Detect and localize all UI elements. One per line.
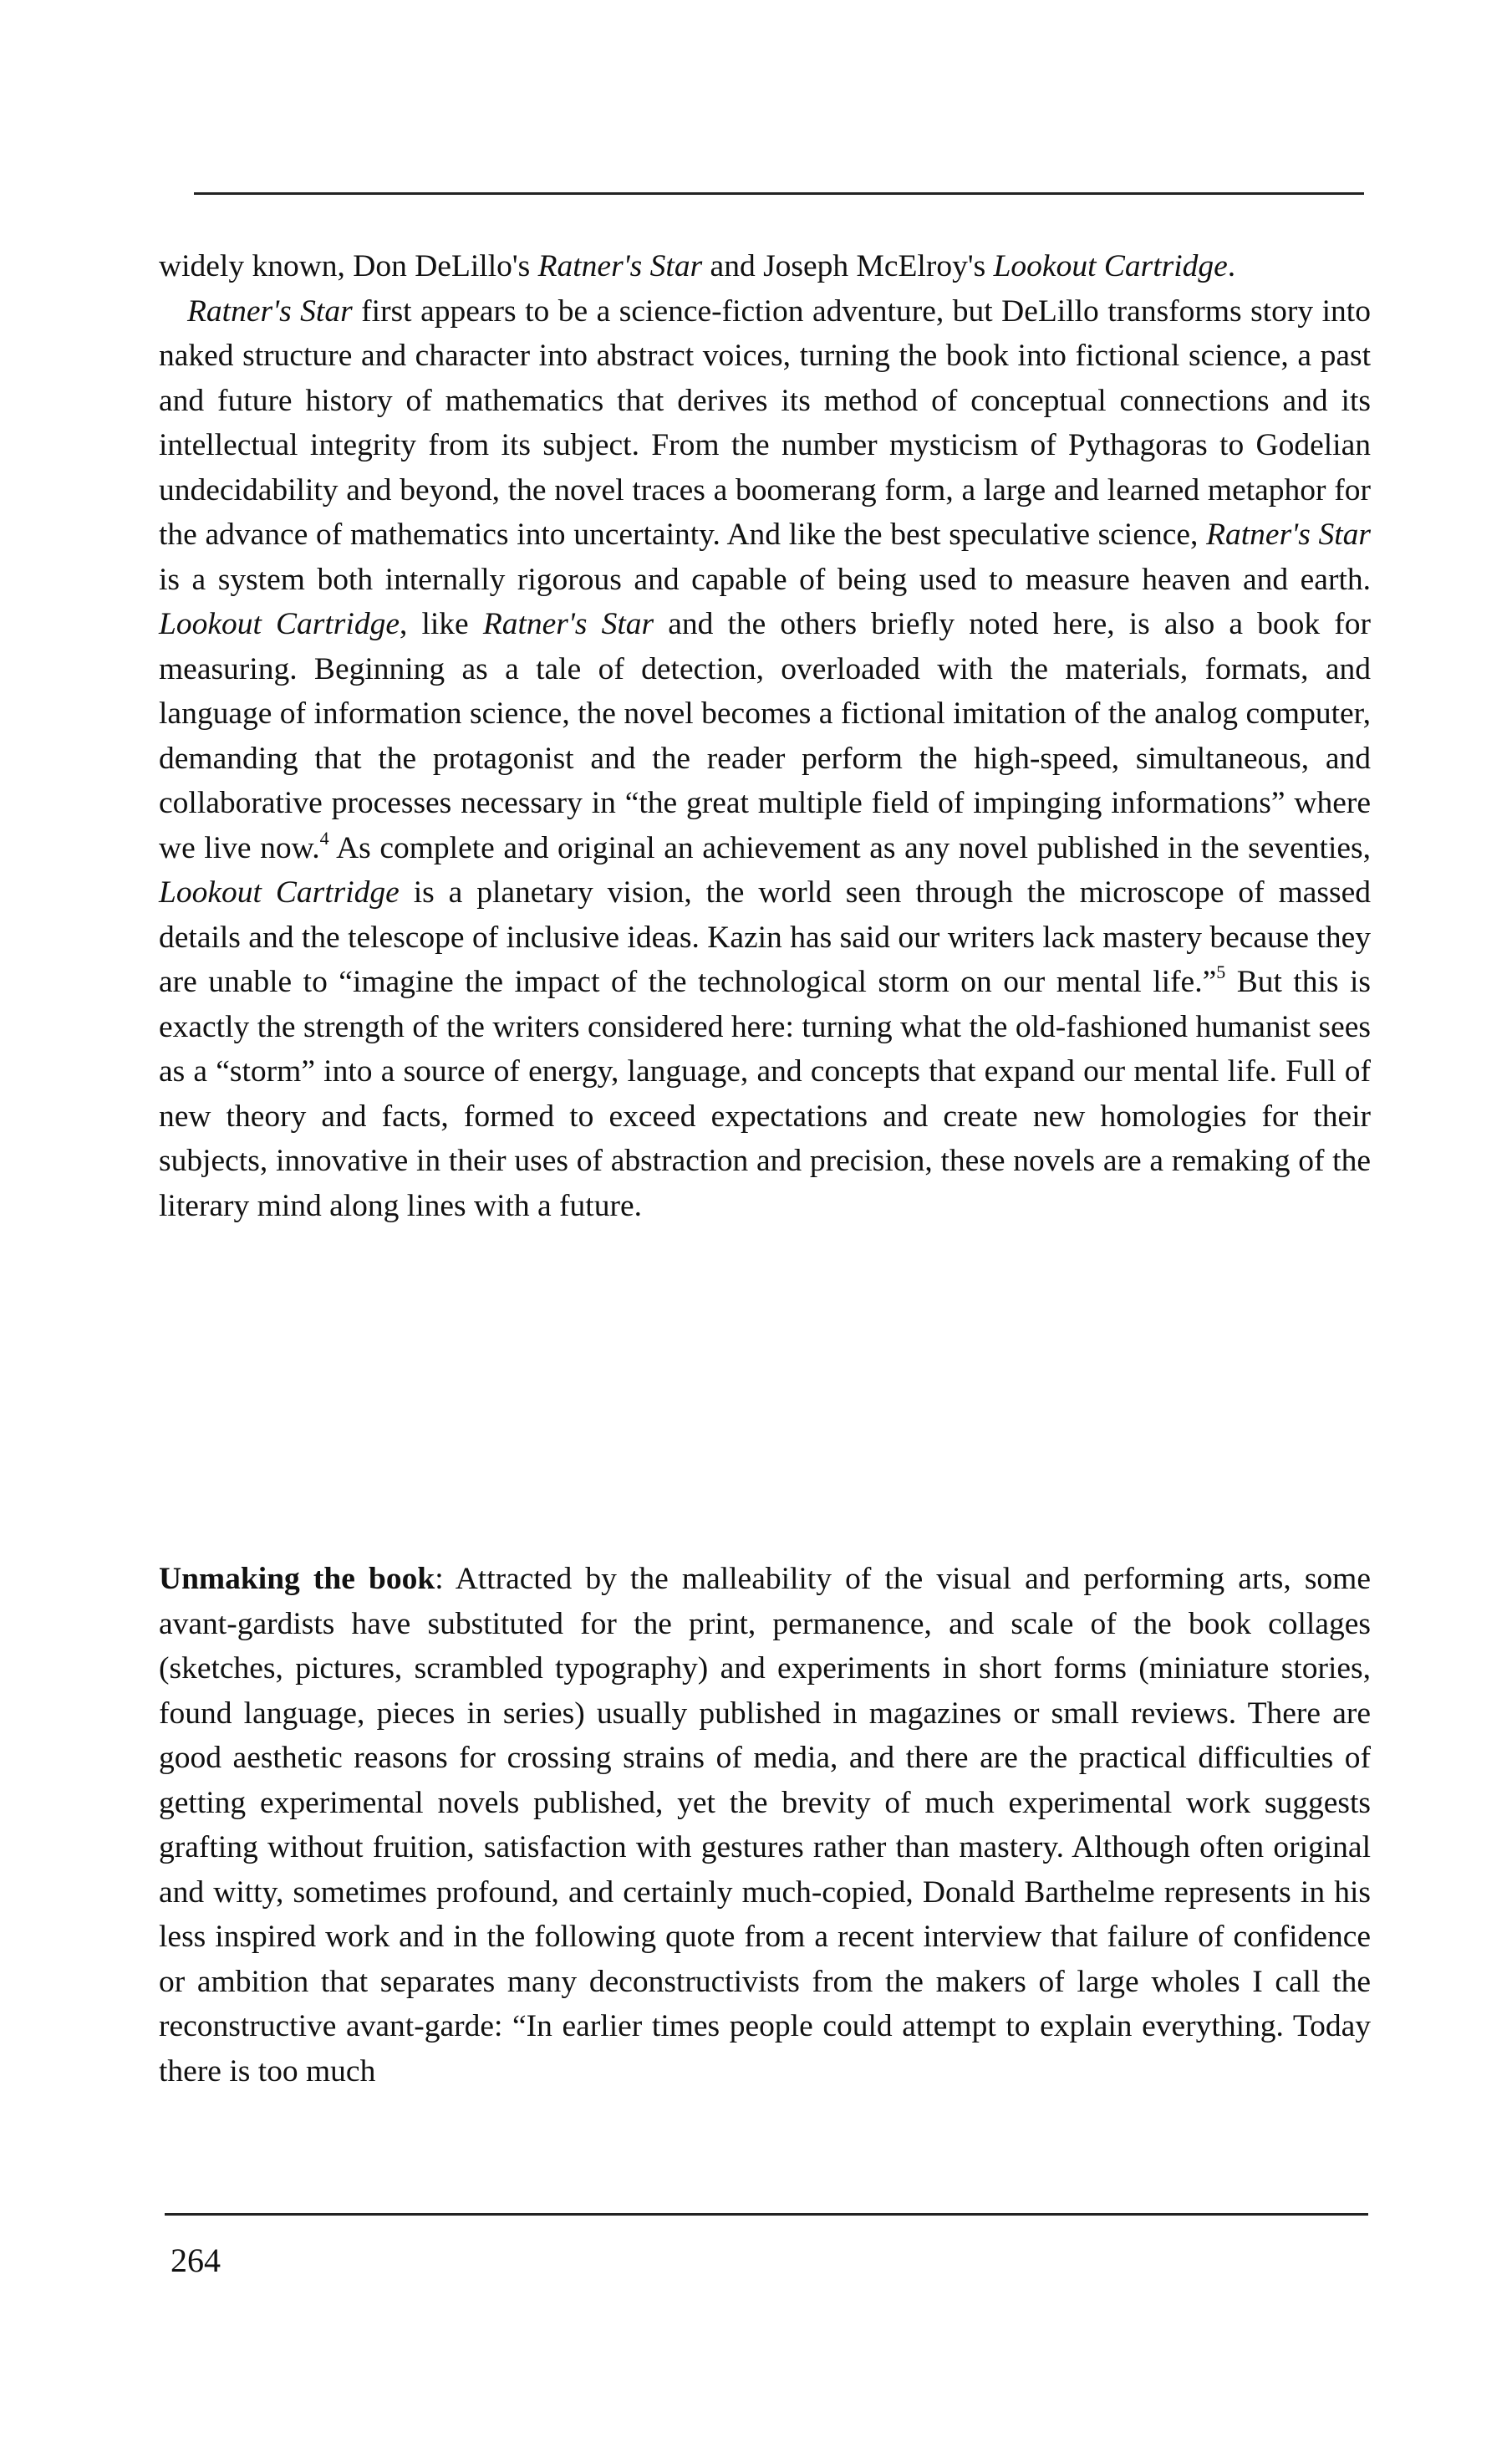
text-run: first appears to be a science-fiction adventure, but DeLillo transforms story into naked structure and character into abstract voices, turning the book into fictional science, a past and future history of mathematics that derives its method of conceptual connections and its intellectual integrity from its subject. From the number mysticism of Pythagoras to Godelian undecidability and beyond, the novel traces a boomerang form, a large and learned metaphor for the advance of mathematics into uncertainty. And like the best speculative science, bbox=[159, 293, 1371, 552]
book-title: Ratner's Star bbox=[537, 249, 703, 283]
book-title: Lookout Cartridge bbox=[159, 875, 400, 910]
book-title: Lookout Cartridge bbox=[993, 249, 1228, 283]
run-in-heading: Unmaking the book bbox=[159, 1562, 435, 1596]
book-title: Lookout Cartridge bbox=[159, 607, 400, 641]
page-number: 264 bbox=[171, 2242, 221, 2279]
book-title: Ratner's Star bbox=[482, 607, 654, 641]
text-run: and Joseph McElroy's bbox=[702, 249, 994, 283]
footnote-marker: 4 bbox=[319, 827, 329, 849]
paragraph bbox=[159, 1557, 1371, 2094]
text-run: is a planetary vision, the world seen through the microscope of massed details and the telescope of inclusive ideas. Kazin has said our writers lack mastery because they are unable to “imagine the impact of the technological storm on our mental life.” bbox=[159, 875, 1371, 999]
text-run: Attracted by the malleability of the visual and performing arts, some avant-gardists have substituted for the print, permanence, and scale of the book collages (sketches, pictures, scrambled typography) and experiments in short forms (miniature stories, found language, pieces in series) usually published in magazines or small reviews. There are good aesthetic reasons for crossing strains of media, and there are the practical difficulties of getting experimental novels published, yet the brevity of much experimental work suggests grafting without fruition, satisfaction with gestures rather than mastery. Although often original and witty, sometimes profound, and certainly much-copied, Donald Barthelme represents in his less inspired work and in the following quote from a recent interview that failure of confidence or ambition that separates many deconstructivists from the makers of large wholes I call the reconstructive avant-garde: “In earlier times people could attempt to explain everything. Today there is too much bbox=[159, 1562, 1371, 2089]
text-run: As complete and original an achievement as any novel published in the seventies, bbox=[328, 830, 1371, 865]
bottom-rule bbox=[165, 2213, 1368, 2216]
text-run: is a system both internally rigorous and capable of being used to measure heaven and earth. bbox=[159, 562, 1371, 597]
text-run: and the others briefly noted here, is also a book for measuring. Beginning as a tale of detection, overloaded with the materials, formats, and language of information science, the novel becomes a fictional imitation of the analog computer, demanding that the protagonist and the reader perform the high-speed, simultaneous, and collaborative processes necessary in “the great multiple field of impinging informations” where we live now. bbox=[159, 607, 1371, 865]
text-run: . bbox=[1227, 249, 1236, 283]
paragraph bbox=[159, 289, 1371, 1229]
paragraph-continued bbox=[159, 244, 1371, 289]
text-run: widely known, Don DeLillo's bbox=[159, 249, 538, 283]
book-title: Ratner's Star bbox=[187, 293, 353, 329]
section-text bbox=[159, 1557, 1371, 2094]
body-text bbox=[159, 244, 1371, 1228]
text-run: But this is exactly the strength of the writers considered here: turning what the old-fashioned humanist sees as a “storm” into a source of energy, language, and concepts that expand our mental life. Full of new theory and facts, formed to exceed expectations and create new homologies for their subjects, innovative in their uses of abstraction and precision, these novels are a remaking of the literary mind along lines with a future. bbox=[159, 965, 1371, 1223]
book-title: Ratner's Star bbox=[1206, 518, 1371, 552]
text-run: , like bbox=[399, 607, 483, 641]
footnote-marker: 5 bbox=[1216, 961, 1226, 982]
text-run: : bbox=[435, 1562, 444, 1596]
top-rule bbox=[194, 192, 1364, 195]
